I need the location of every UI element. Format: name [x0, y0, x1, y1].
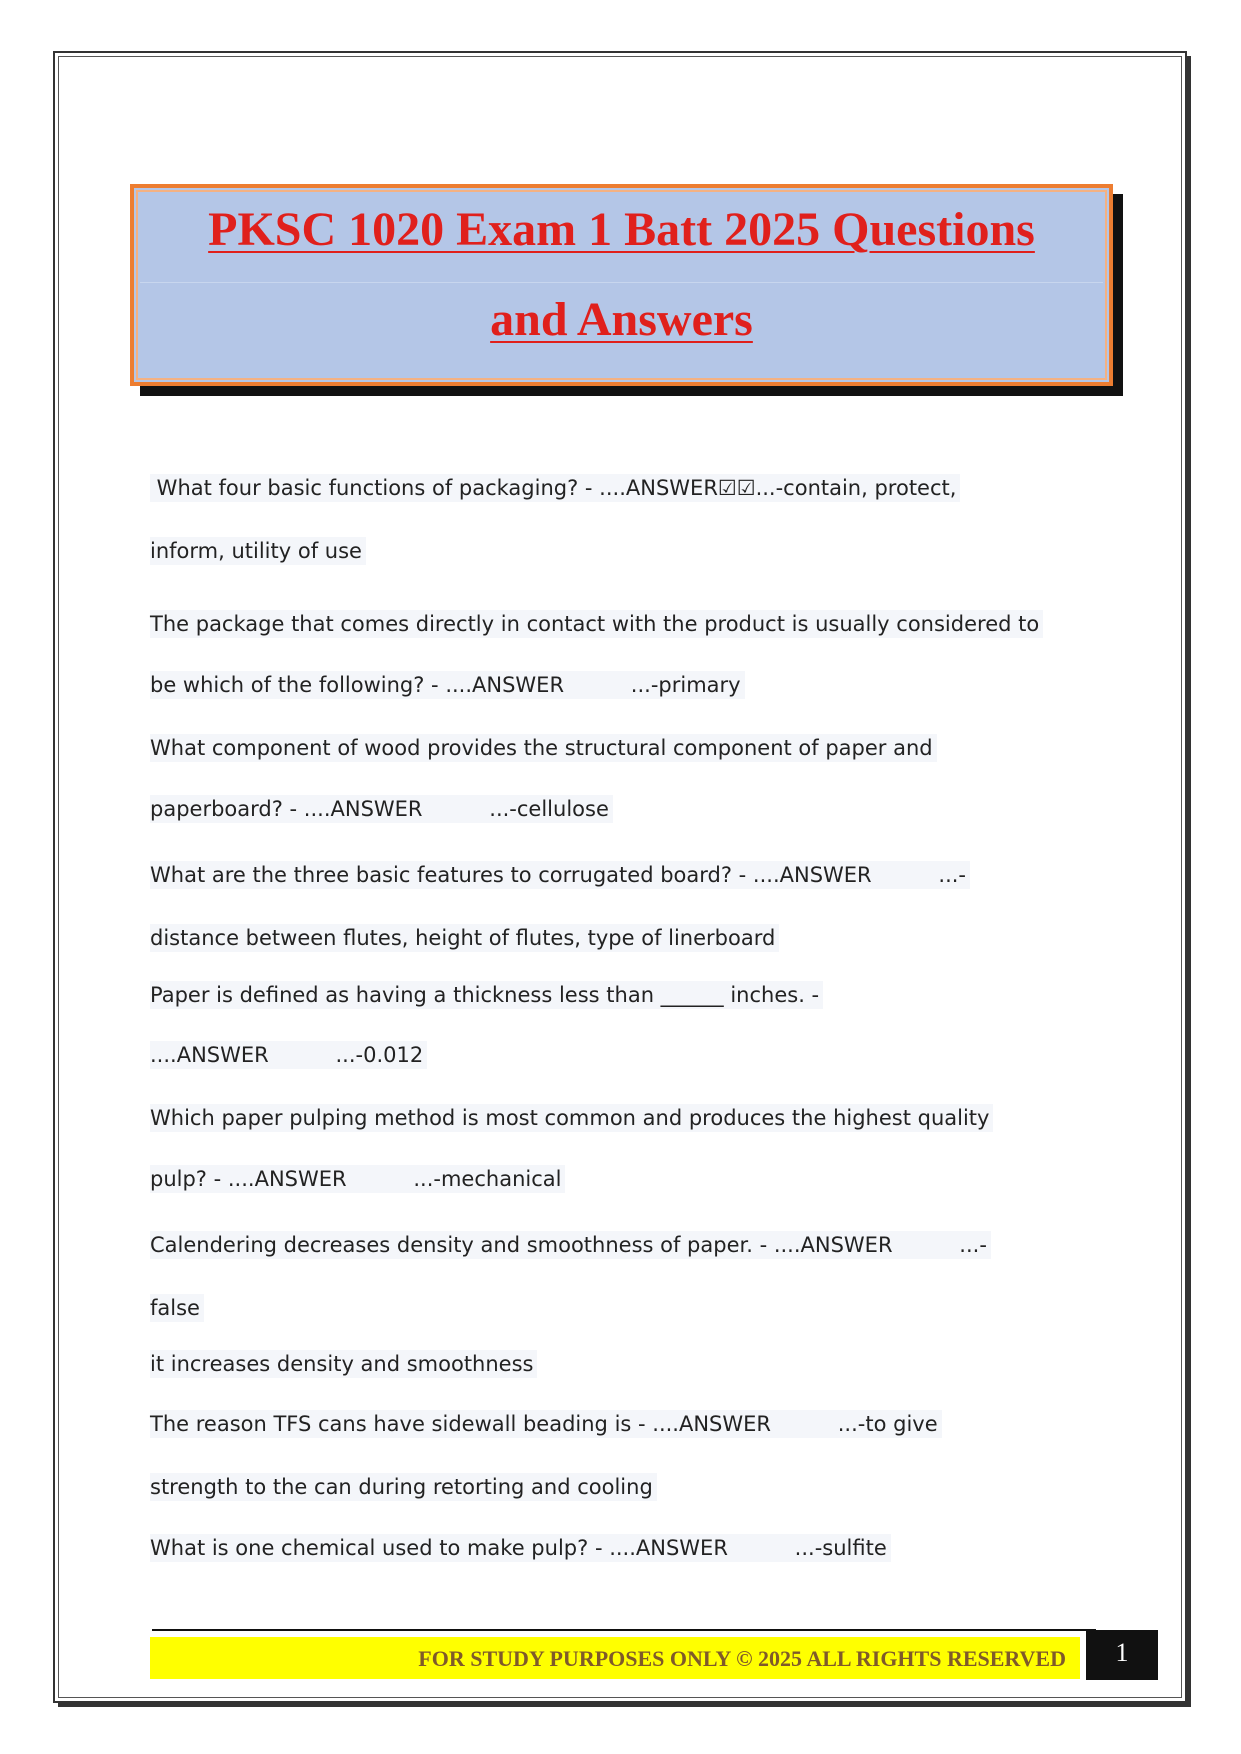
qa-text-line: Calendering decreases density and smoothness of paper. - ....ANSWER ...- [150, 1231, 991, 1259]
document-title-line-2: and Answers [490, 293, 753, 346]
qa-text-line: Which paper pulping method is most common and produces the highest quality [150, 1104, 993, 1132]
title-divider [140, 282, 1103, 283]
qa-text-line: strength to the can during retorting and cooling [150, 1473, 657, 1501]
qa-text-line: What are the three basic features to corrugated board? - ....ANSWER ...- [150, 861, 970, 889]
qa-text-line: distance between flutes, height of flutes, type of linerboard [150, 924, 779, 952]
qa-text-line: false [150, 1294, 204, 1322]
qa-text-line: What component of wood provides the structural component of paper and [150, 734, 937, 762]
qa-text-line: The package that comes directly in contact with the product is usually considered to [150, 610, 1043, 638]
qa-text-line: inform, utility of use [150, 537, 366, 565]
qa-text-line: What is one chemical used to make pulp? - ....ANSWER ...-sulfite [150, 1534, 891, 1562]
title-box [130, 184, 1113, 386]
qa-text-line: be which of the following? - ....ANSWER ...-primary [150, 671, 745, 699]
footer-copyright: FOR STUDY PURPOSES ONLY © 2025 ALL RIGHTS RESERVED [418, 1646, 1066, 1671]
qa-text-line: Paper is defined as having a thickness less than ______ inches. - [150, 981, 823, 1009]
page-number: 1 [1115, 1638, 1129, 1667]
page-shadow-bottom [58, 1703, 1191, 1707]
footer-band [150, 1637, 1080, 1679]
qa-text-line: ....ANSWER ...-0.012 [150, 1041, 427, 1069]
qa-text-line: it increases density and smoothness [150, 1350, 537, 1378]
footer-divider [152, 1629, 1096, 1631]
page-shadow-right [1187, 56, 1191, 1706]
qa-text-line: The reason TFS cans have sidewall beading is - ....ANSWER ...-to give [150, 1410, 942, 1438]
qa-text-line: pulp? - ....ANSWER ...-mechanical [150, 1165, 565, 1193]
qa-text-line: What four basic functions of packaging? - ....ANSWER☑☑...-contain, protect, [150, 474, 960, 502]
qa-text-line: paperboard? - ....ANSWER ...-cellulose [150, 795, 613, 823]
document-title-line-1: PKSC 1020 Exam 1 Batt 2025 Questions [208, 203, 1035, 256]
page-number-box [1086, 1630, 1158, 1680]
